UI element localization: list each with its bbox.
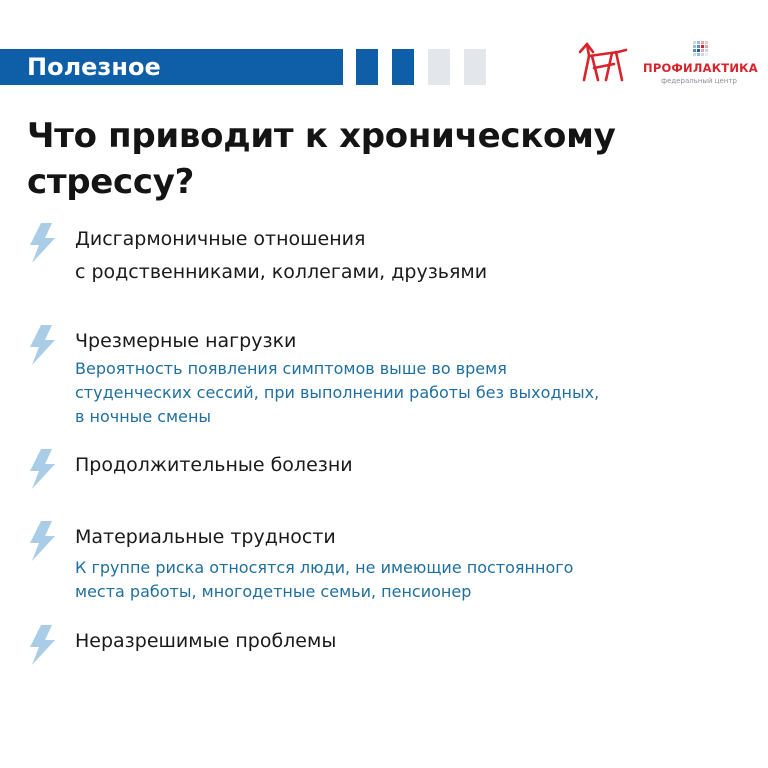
list-item-description: в ночные смены <box>75 407 212 426</box>
list-item-title: Материальные трудности <box>75 526 336 548</box>
lightning-bolt-icon <box>27 221 59 265</box>
list-item-title: с родственниками, коллегами, друзьями <box>75 261 488 283</box>
list-item-description: студенческих сессий, при выполнении работы без выходных, <box>75 383 600 402</box>
page-title <box>27 113 727 205</box>
lightning-bolt-icon <box>27 323 59 367</box>
list-item-title: Дисгармоничные отношения <box>75 228 366 250</box>
pixel-grid-logo-icon <box>693 41 711 59</box>
list-item-description: К группе риска относятся люди, не имеющие постоянного <box>75 558 574 577</box>
brand-subtitle: федеральный центр <box>661 77 737 85</box>
lightning-bolt-icon <box>27 447 59 491</box>
lightning-bolt-icon <box>27 519 59 563</box>
decor-square <box>464 49 486 85</box>
decor-square <box>428 49 450 85</box>
decor-square <box>392 49 414 85</box>
brand-name: ПРОФИЛАКТИКА <box>643 61 758 75</box>
lightning-bolt-icon <box>27 623 59 667</box>
list-item-description: Вероятность появления симптомов выше во время <box>75 359 507 378</box>
page-title-line: Что приводит к хроническому <box>27 116 616 156</box>
list-item-title: Чрезмерные нагрузки <box>75 330 297 352</box>
horse-logo-icon <box>574 40 630 84</box>
section-banner <box>0 49 343 85</box>
decor-square <box>356 49 378 85</box>
list-item-title: Неразрешимые проблемы <box>75 630 337 652</box>
list-item-description: места работы, многодетные семьи, пенсионер <box>75 582 472 601</box>
section-label: Полезное <box>27 53 161 81</box>
list-item-title: Продолжительные болезни <box>75 454 353 476</box>
page-title-line: стрессу? <box>27 162 195 202</box>
